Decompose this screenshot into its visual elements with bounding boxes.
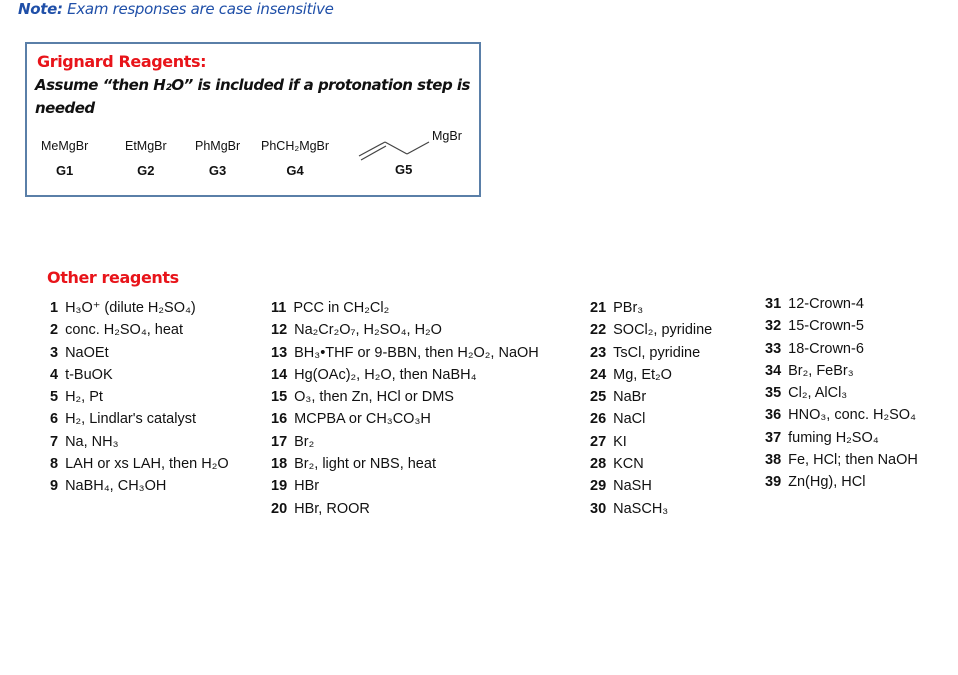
reagent-text: Fe, HCl; then NaOH [788,452,918,469]
reagent-item [765,452,918,474]
reagent-number: 38 [765,452,782,469]
reagent-number: 33 [765,340,782,357]
reagent-text: fuming H₂SO₄ [788,429,879,446]
reagent-text: H₂, Pt [65,389,103,406]
label: G2 [137,163,155,178]
reagent-text: PBr₃ [613,300,644,316]
reagent-number: 30 [590,500,607,517]
reagent-column-3 [590,300,712,523]
reagent-number: 34 [765,362,782,379]
reagent-item [50,345,229,367]
reagent-item [765,474,918,496]
reagent-number: 19 [271,478,288,495]
reagent-number: 12 [271,322,288,339]
reagent-item [590,322,712,344]
reagent-number: 6 [50,411,59,428]
formula: PhCH₂MgBr [261,139,330,153]
reagent-text: HBr, ROOR [294,500,370,517]
reagent-item [50,367,229,389]
reagent-item [271,501,539,523]
reagent-number: 37 [765,429,782,446]
grignard-g4 [261,139,329,178]
reagent-item [50,322,229,344]
reagent-number: 5 [50,389,59,406]
reagent-item [765,363,918,385]
reagent-text: MCPBA or CH₃CO₃H [294,411,431,428]
reagent-text: NaBr [613,389,647,406]
reagent-text: Na, NH₃ [65,433,119,450]
reagent-text: NaCl [613,411,646,428]
label: G4 [286,163,304,178]
reagent-item [765,407,918,429]
reagent-text: BH₃•THF or 9-BBN, then H₂O₂, NaOH [294,344,539,361]
label: G3 [208,163,227,178]
formula: EtMgBr [125,139,167,153]
reagent-item [590,456,712,478]
reagent-text: KI [613,433,627,450]
reagent-item [590,501,712,523]
grignard-g3 [195,139,240,178]
reagent-number: 1 [50,300,59,316]
reagent-number: 24 [590,366,607,383]
reagent-number: 3 [50,344,59,361]
reagent-text: SOCl₂, pyridine [613,322,713,339]
reagent-number: 22 [590,322,607,339]
reagent-number: 39 [765,474,782,491]
reagent-item [271,389,539,411]
grignard-g2 [125,139,167,178]
reagent-item [50,456,229,478]
g5-formula: MgBr [432,129,462,143]
reagent-item [271,322,539,344]
reagent-number: 2 [50,322,59,339]
grignard-g1 [41,139,88,178]
reagent-text: Na₂Cr₂O₇, H₂SO₄, H₂O [294,322,442,339]
reagent-item [590,345,712,367]
reagent-item [271,300,539,322]
reagent-text: NaSH [613,478,652,495]
reagent-text: PCC in CH₂Cl₂ [293,300,390,316]
reagent-text: Br₂, FeBr₃ [788,362,854,379]
label: G1 [55,163,74,178]
reagent-text: O₃, then Zn, HCl or DMS [294,389,454,406]
reagent-number: 32 [765,318,782,335]
reagent-number: 18 [271,456,288,473]
reagent-text: HNO₃, conc. H₂SO₄ [788,407,916,424]
reagent-number: 25 [590,389,607,406]
reagent-text: KCN [613,456,644,473]
reagent-number: 21 [590,300,607,316]
reagent-number: 36 [765,407,782,424]
reagent-number: 13 [271,344,288,361]
reagent-item [590,367,712,389]
reagent-item [765,341,918,363]
reagent-number: 26 [590,411,607,428]
note-text: Exam responses are case insensitive [62,0,334,18]
reagent-item [50,411,229,433]
reagent-item [271,411,539,433]
grignard-box [25,42,481,197]
reagent-number: 23 [590,344,607,361]
reagent-text: 18-Crown-6 [788,340,864,357]
reagent-item [765,385,918,407]
grignard-instruction: Assume “then H₂O” is included if a protonation step is needed [35,76,470,117]
note [18,0,334,18]
reagent-text: Cl₂, AlCl₃ [788,385,848,402]
reagent-text: H₃O⁺ (dilute H₂SO₄) [65,300,196,316]
reagent-number: 4 [50,366,59,383]
reagent-number: 20 [271,500,288,517]
reagent-item [50,478,229,500]
formula: PhMgBr [195,139,241,153]
reagent-text: NaSCH₃ [613,500,669,517]
reagent-text: TsCl, pyridine [613,344,701,361]
reagent-number: 15 [271,389,288,406]
reagent-item [271,478,539,500]
g5-label: G5 [395,162,413,177]
reagent-item [271,456,539,478]
reagent-text: HBr [294,478,320,495]
reagent-text: t-BuOK [65,366,113,383]
allyl-structure-icon [357,136,437,161]
reagent-text: Zn(Hg), HCl [788,474,866,491]
grignard-title: Grignard Reagents: [37,52,207,71]
reagent-text: Hg(OAc)₂, H₂O, then NaBH₄ [294,366,477,383]
reagent-text: H₂, Lindlar's catalyst [65,411,196,428]
reagent-number: 35 [765,385,782,402]
reagent-item [50,389,229,411]
reagent-item [765,430,918,452]
reagent-text: NaOEt [65,344,109,361]
reagent-item [271,434,539,456]
reagent-number: 27 [590,433,607,450]
reagent-column-2 [271,300,539,523]
reagent-number: 14 [271,366,288,383]
reagent-text: Mg, Et₂O [613,366,672,383]
reagent-item [590,389,712,411]
reagent-text: 15-Crown-5 [788,318,864,335]
reagent-item [50,434,229,456]
reagent-number: 28 [590,456,607,473]
reagent-item [590,434,712,456]
reagent-text: Br₂, light or NBS, heat [294,456,436,473]
reagent-item [765,296,918,318]
reagent-item [590,300,712,322]
reagent-text: LAH or xs LAH, then H₂O [65,456,229,473]
note-label: Note: [18,0,63,18]
other-reagents-title: Other reagents [47,268,179,287]
formula: MeMgBr [41,139,89,153]
reagent-text: conc. H₂SO₄, heat [65,322,184,339]
reagent-item [271,345,539,367]
reagent-text: 12-Crown-4 [788,296,864,312]
reagent-column-4 [765,296,918,497]
reagent-item [590,478,712,500]
reagent-number: 31 [765,296,782,312]
reagent-number: 11 [271,300,287,316]
reagent-number: 7 [50,433,59,450]
reagent-item [765,318,918,340]
reagent-number: 17 [271,433,288,450]
reagent-column-1 [50,300,229,501]
reagent-number: 9 [50,478,59,495]
reagent-text: Br₂ [294,433,315,450]
reagent-text: NaBH₄, CH₃OH [65,478,167,495]
reagent-item [590,411,712,433]
reagent-number: 8 [50,456,59,473]
reagent-item [50,300,229,322]
reagent-number: 29 [590,478,607,495]
reagent-number: 16 [271,411,288,428]
reagent-item [271,367,539,389]
